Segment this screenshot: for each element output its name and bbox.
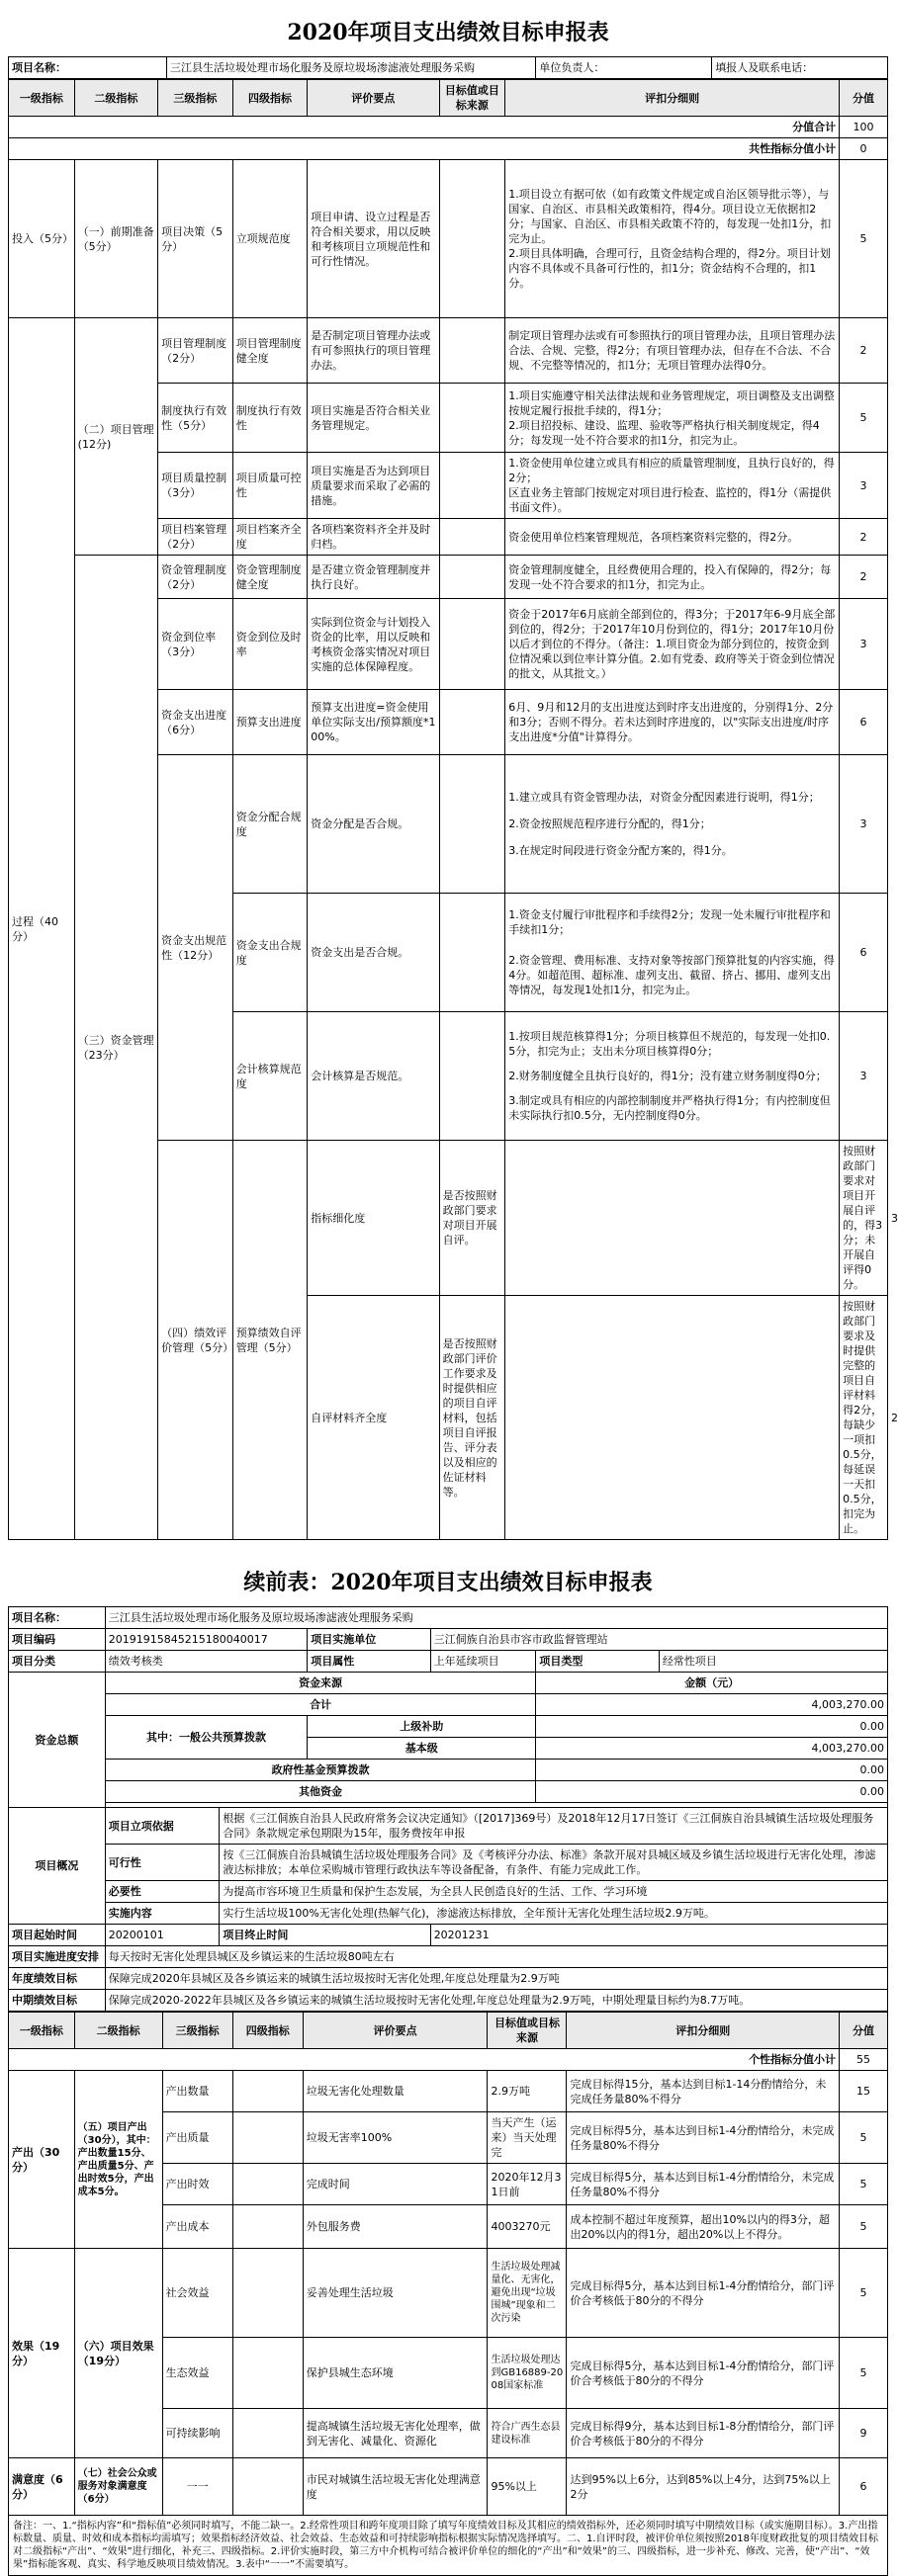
score-cell: 5 [840,2338,888,2409]
l2-effect: （六）项目效果（19分） [74,2249,162,2458]
rules-cell: 完成目标得5分，基本达到目标1-4分酌情给分，部门评价合考核低于80分的不得分 [567,2338,840,2409]
target-cell [439,556,505,599]
rule-line: 3.在规定时间段进行资金分配方案的，得1分。 [508,837,836,864]
header-cell: 分值 [840,2013,888,2049]
unit-head-label: 单位负责人： [536,57,712,79]
funds-row-label: 基本级 [308,1738,536,1760]
target-cell [439,384,505,453]
score-cell: 5 [840,2205,888,2249]
funds-row-label: 其他资金 [105,1781,536,1803]
score-cell: 2 [840,318,888,384]
l3-cell: 社会效益 [162,2249,232,2338]
target-cell: 4003270元 [488,2205,567,2249]
score-cell: 3 [840,1012,888,1141]
annual-label: 年度绩效目标 [9,1968,106,1990]
category-label: 项目分类 [9,1651,106,1673]
eval-point: 项目实施是否为达到项目质量要求而采取了必需的措施。 [308,453,439,519]
funds-row-label: 政府性基金预算拨款 [105,1760,536,1781]
funds-row-value: 0.00 [536,1781,888,1803]
target-cell [439,755,505,894]
funds-row-label: 上级补助 [308,1716,536,1738]
eval-point: 资金分配是否合规。 [308,755,439,894]
indicator-table [8,79,888,1540]
rules-cell: 完成目标得9分，基本达到目标1-8分酌情给分，部门评价合考核低于80分的不得分 [567,2409,840,2458]
rules-cell: 1.资金使用单位建立或具有相应的质量管理制度，且执行良好的，得2分； 区直业务主管部门按规定对项目进行检查、监控的，得1分（需提供书面文件）。 [505,453,840,519]
l3-cell: 项目管理制度（2分） [158,318,233,384]
common-score-label: 共性指标分值小计 [9,138,840,160]
l4-cell: 自评材料齐全度 [308,1296,439,1540]
header-cell: 评扣分细则 [567,2013,840,2049]
eval-point: 是否按照财政部门要求对项目开展自评。 [439,1141,505,1296]
project-name: 三江县生活垃圾处理市场化服务及原垃圾场渗滤液处理服务采购 [167,57,536,79]
score-cell: 6 [840,690,888,755]
overview-label: 项目概况 [9,1808,106,1925]
p2-project-name: 三江县生活垃圾处理市场化服务及原垃圾场渗滤液处理服务采购 [105,1607,887,1629]
target-cell [439,690,505,755]
score-cell: 5 [840,2164,888,2205]
rules-cell: 1.项目实施遵守相关法律法规和业务管理规定，项目调整及支出调整按规定履行报批手续的，得1分； 2.项目招投标、建设、监理、验收等严格执行相关制度规定，得4分；每发现一处不符合要求的扣1分，扣完为止。 [505,384,840,453]
meta-table [8,56,888,79]
rules-cell: 按照财政部门要求及时提供完整的项目自评材料得2分，每缺少一项扣0.5分，每延误一天扣0.5分，扣完为止。 [840,1296,888,1540]
eval-point: 会计核算是否规范。 [308,1012,439,1141]
header-cell: 评价要点 [308,80,439,117]
rules-cell: 成本控制不超过年度预算，超出10%以内的得3分，超出20%以内的得1分，超出20%以上不得分。 [567,2205,840,2249]
l4-cell [232,2205,303,2249]
type-label: 项目类型 [536,1651,659,1673]
rule-line: 2.资金管理、费用标准、支持对象等按部门预算批复的内容实施，得4分。如超范围、超标准、虚列支出、截留、挤占、挪用、虚列支出等情况，每发现1处扣1分，扣完为止。 [508,945,836,1005]
score-cell: 3 [840,453,888,519]
eval-point: 外包服务费 [303,2205,488,2249]
target-cell [439,453,505,519]
project-info-table [8,1606,888,2012]
attr-label: 项目属性 [308,1651,430,1673]
eval-point: 各项档案资料齐全并及时归档。 [308,519,439,556]
rules-cell [505,755,840,894]
l4-cell: 资金管理制度健全度 [232,556,308,599]
header-cell: 分值 [840,80,888,117]
overview-row-label: 项目立项依据 [105,1808,220,1845]
score-cell: 3 [840,755,888,894]
overview-row-value: 实行生活垃圾100%无害化处理(热解气化)，渗滤液达标排放，全年预计无害化处理生活垃圾2.9万吨。 [220,1903,888,1925]
l2-fund: （三）资金管理（23分） [74,556,157,1540]
target-cell: 生活垃圾处理减量化、无害化，避免出现“垃圾围城”现象和二次污染 [488,2249,567,2338]
header-cell: 二级指标 [74,80,157,117]
score-cell: 5 [840,2249,888,2338]
eval-point: 是否制定项目管理办法或有可参照执行的项目管理办法。 [308,318,439,384]
l4-cell [232,2338,303,2409]
target-cell [505,1141,840,1296]
l4-cell: 资金分配合规度 [232,755,308,894]
l3-cell: 产出质量 [162,2112,232,2164]
l4-cell: 项目档案齐全度 [232,519,308,556]
target-cell [439,318,505,384]
l2-prep: （一）前期准备（5分） [74,160,157,318]
score-cell: 2 [840,556,888,599]
score-cell: 9 [840,2409,888,2458]
rule-line: 1.建立或具有资金管理办法，对资金分配因素进行说明，得1分； [508,784,836,811]
header-cell: 三级指标 [158,80,233,117]
l4-cell: 资金支出合规度 [232,894,308,1012]
l3-cell: 资金管理制度（2分） [158,556,233,599]
l1-process: 过程（40分） [9,318,75,1540]
target-cell: 当天产生（运来）当天处理完 [488,2112,567,2164]
page [8,0,888,2576]
personal-indicator-table [8,2012,888,2516]
eval-point: 保护县城生态环境 [303,2338,488,2409]
project-attr: 上年延续项目 [430,1651,536,1673]
l1-invest: 投入（5分） [9,160,75,318]
l3-decision: 项目决策（5分） [158,160,233,318]
target-cell: 2.9万吨 [488,2071,567,2112]
l2-output: （五）项目产出（30分），其中：产出数量15分、产出质量5分、产出时效5分，产出成本5分。 [74,2071,162,2249]
l3-spend: 资金支出规范性（12分） [158,755,233,1141]
target-cell: 95%以上 [488,2458,567,2516]
target-cell [439,1012,505,1141]
rules-cell [505,1012,840,1141]
target-cell [439,160,505,318]
filler-label: 填报人及联系电话： [712,57,888,79]
score-cell: 5 [840,2112,888,2164]
eval-point: 妥善处理生活垃圾 [303,2249,488,2338]
rule-line: 1.按项目规范核算得1分；分项目核算但不规范的，每发现一处扣0.5分，扣完为止；支出未分项目核算得0分； [508,1024,836,1064]
target-cell [439,519,505,556]
end-date: 20201231 [430,1925,887,1946]
rules-cell: 按照财政部门要求对项目开展自评的，得3分；未开展自评得0分。 [840,1141,888,1296]
eval-point: 实际到位资金与计划投入资金的比率，用以反映和考核资金落实情况对项目实施的总体保障程度。 [308,599,439,690]
l3-cell: 生态效益 [162,2338,232,2409]
header-cell: 评价要点 [303,2013,488,2049]
l3-cell: 产出成本 [162,2205,232,2249]
overview-row-label: 实施内容 [105,1903,220,1925]
midterm-label: 中期绩效目标 [9,1990,106,2012]
midterm-value: 保障完成2020-2022年县城区及各乡镇运来的城镇生活垃圾按时无害化处理,年度总处理量为2.9万吨，中期处理量目标约为8.7万吨。 [105,1990,887,2012]
funds-row-label: 合计 [105,1694,536,1716]
header-cell: 目标值或目标来源 [488,2013,567,2049]
target-cell [439,599,505,690]
rules-cell: 完成目标得5分，基本达到目标1-4分酌情给分，部门评价合考核低于80分的不得分 [567,2249,840,2338]
l3-cell: 产出时效 [162,2164,232,2205]
header-cell: 评扣分细则 [505,80,840,117]
eval-point: 完成时间 [303,2164,488,2205]
eval-point: 项目申请、设立过程是否符合相关要求，用以反映和考核项目立项规范性和可行性情况。 [308,160,439,318]
l4-standard: 立项规范度 [232,160,308,318]
l4-cell: 会计核算规范度 [232,1012,308,1141]
rules-cell [505,894,840,1012]
header-cell: 四级指标 [232,80,308,117]
target-cell [505,1296,840,1540]
l3-cell: 制度执行有效性（5分） [158,384,233,453]
end-label: 项目终止时间 [220,1925,430,1946]
l4-cell: 预算支出进度 [232,690,308,755]
eval-point: 预算支出进度=资金使用单位实际支出/预算额度*100%。 [308,690,439,755]
project-code: 20191915845215180040017 [105,1629,307,1651]
eval-point: 是否建立资金管理制度并执行良好。 [308,556,439,599]
eval-point: 提高城镇生活垃圾无害化处理率，做到无害化、减量化、资源化 [303,2409,488,2458]
header-cell: 一级指标 [9,2013,75,2049]
target-cell: 生活垃圾处理达到GB16889-2008国家标准 [488,2338,567,2409]
header-cell: 二级指标 [74,2013,162,2049]
l4-cell: 制度执行有效性 [232,384,308,453]
rules-cell: 6月、9月和12月的支出进度达到时序支出进度的，分别得1分、2分和3分；否则不得分。若未达到时序进度的，以"实际支出进度/时序支出进度*分值"计算得分。 [505,690,840,755]
rules-cell: 完成目标得5分，基本达到目标1-4分酌情给分，未完成任务量80%不得分 [567,2112,840,2164]
header-row [9,80,888,117]
score-cell: 6 [840,894,888,1012]
funds-label: 资金总额 [9,1673,106,1808]
l2-mgmt: （二）项目管理(12分) [74,318,157,556]
rules-cell: 资金使用单位档案管理规范，各项档案资料完整的，得2分。 [505,519,840,556]
eval-point: 市民对城镇生活垃圾无害化处理满意度 [303,2458,488,2516]
header-cell: 三级指标 [162,2013,232,2049]
l4-cell [232,2164,303,2205]
l4-cell [232,2249,303,2338]
eval-point: 是否按照财政部门评价工作要求及时提供相应的项目自评材料，包括项目自评报告、评分表以及相应的佐证材料等。 [439,1296,505,1540]
project-name-label: 项目名称： [9,57,167,79]
rules-cell: 资金于2017年6月底前全部到位的，得3分；于2017年6-9月底全部到位的，得2分；于2017年10月份到位的，得1分；2017年10月份以后才到位的不得分。（备注：1.项目资金为部分到位的，按资金到位情况乘以到位率计算分值。2.如有党委、政府等关于资金到位情况的批文，从其批文。） [505,599,840,690]
overview-row-value: 为提高市容环境卫生质量和保护生态发展，为全县人民创造良好的生活、工作、学习环境 [220,1881,888,1903]
plan-label: 项目实施进度安排 [9,1946,106,1968]
header-cell: 目标值或目标来源 [439,80,505,117]
l3-cell: 资金支出进度（6分） [158,690,233,755]
continued-title: 续前表：2020年项目支出绩效目标申报表 [8,1566,888,1596]
funds-row-value: 4,003,270.00 [536,1738,888,1760]
l4-cell: 指标细化度 [308,1141,439,1296]
rule-line: 3.制定或具有相应的内部控制制度并严格执行得1分；有内控制度但未实际执行扣0.5分，无内控制度得0分。 [508,1088,836,1128]
l3-cell: 一一 [162,2458,232,2516]
rule-line: 2.资金按照规范程序进行分配的，得1分； [508,811,836,837]
l2-eval: （四）绩效评价管理（5分） [158,1141,233,1540]
l4-cell: 项目质量可控性 [232,453,308,519]
l3-cell: 产出数量 [162,2071,232,2112]
footnote: 备注：一、1.“指标内容”和“指标值”必须同时填写，不能二缺一。2.经常性项目和跨年度项目除了填写年度绩效目标及其相应的绩效指标外，还必须同时填写中期绩效目标（或实施期目标）。3.产出指标数量、质量、时效和成本指标均需填写；效果指标经济效益、社会效益、生态效益和可持续影响指标根据实际情况选择填写。二、1.自评时段，被评价单位须按照2018年度财政批复的项目绩效目标对二级指标“产出”、“效果”进行细化，补充三、四级指标。2.评价实施时段，第三方中介机构可结合被评价单位的细化的“产出”和“效果”的三、四级指标，进一步补充、修改、完善，使“产出”、“效果”指标能客观、真实、科学地反映项目绩效情况。3.表中“一一”不需要填写。 [8,2516,888,2576]
l1-effect: 效果（19分） [9,2249,75,2458]
overview-row-label: 必要性 [105,1881,220,1903]
l3-cell: 资金到位率（3分） [158,599,233,690]
common-score-value: 0 [840,138,888,160]
l2-satisfaction: （七）社会公众或服务对象满意度（6分） [74,2458,162,2516]
total-score-value: 100 [840,117,888,138]
l3-eval: 预算绩效自评管理（5分） [232,1141,308,1540]
l3-cell: 可持续影响 [162,2409,232,2458]
target-cell [439,894,505,1012]
eval-point: 垃圾无害化处理数量 [303,2071,488,2112]
overview-row-value: 按《三江侗族自治县城镇生活垃圾处理服务合同》及《考核评分办法、标准》条款开展对县城区域及乡镇生活垃圾进行无害化处理，渗滤液达标排放；本单位采购城市管理行政执法车等设备配备，有条件、有能力完成此工作。 [220,1845,888,1881]
l3-cell: 项目质量控制（3分） [158,453,233,519]
rules-cell: 资金管理制度健全，且经费使用合理的，投入有保障的，得2分；每发现一处不符合要求的扣1分，扣完为止。 [505,556,840,599]
score-cell: 5 [840,160,888,318]
subtotal-label: 个性指标分值小计 [9,2049,840,2071]
score-cell: 3 [840,599,888,690]
rules-cell: 完成目标得15分，基本达到目标1-14分酌情给分，未完成任务量80%不得分 [567,2071,840,2112]
l1-output: 产出（30分） [9,2071,75,2249]
l4-cell [232,2458,303,2516]
start-label: 项目起始时间 [9,1925,106,1946]
form-title: 2020年项目支出绩效目标申报表 [8,16,888,46]
eval-point: 资金支出是否合规。 [308,894,439,1012]
funds-row-value: 0.00 [536,1760,888,1781]
l1-satisfaction: 满意度（6分） [9,2458,75,2516]
header-cell: 四级指标 [232,2013,303,2049]
target-cell: 2020年12月31日前 [488,2164,567,2205]
project-type: 经常性项目 [659,1651,887,1673]
plan-value: 每天按时无害化处理县城区及乡镇运来的生活垃圾80吨左右 [105,1946,887,1968]
rules-cell: 1.项目设立有据可依（如有政策文件规定或自治区领导批示等），与国家、自治区、市县相关政策相符，得4分。项目设立无依据扣2分；与国家、自治区、市县相关政策不符的，每发现一处扣1分，扣完为止。 2.项目具体明确，合理可行，且资金结构合理的，得2分。项目计划内容不具体或不具备可行性的，扣1分；资金结构不合理的，扣1分。 [505,160,840,318]
funds-row-value: 4,003,270.00 [536,1694,888,1716]
header-cell: 一级指标 [9,80,75,117]
eval-point: 垃圾无害率100% [303,2112,488,2164]
rule-line: 2.财务制度健全且执行良好的，得1分；没有建立财务制度得0分； [508,1064,836,1088]
impl-unit-label: 项目实施单位 [308,1629,430,1651]
eval-point: 项目实施是否符合相关业务管理规定。 [308,384,439,453]
total-score-label: 分值合计 [9,117,840,138]
score-cell: 5 [840,384,888,453]
code-label: 项目编码 [9,1629,106,1651]
score-cell: 15 [840,2071,888,2112]
funds-row-value: 0.00 [536,1716,888,1738]
l4-cell: 资金到位及时率 [232,599,308,690]
subtotal-value: 55 [840,2049,888,2071]
annual-value: 保障完成2020年县城区及各乡镇运来的城镇生活垃圾按时无害化处理,年度总处理量为2.9万吨 [105,1968,887,1990]
p2-project-name-label: 项目名称： [9,1607,106,1629]
impl-unit: 三江侗族自治县市容市政监督管理站 [430,1629,887,1651]
overview-row-value: 根据《三江侗族自治县人民政府常务会议决定通知》（[2017]369号）及2018年12月17日签订《三江侗族自治县城镇生活垃圾处理服务合同》条款规定承包期限为15年，服务费按年申报 [220,1808,888,1845]
rules-cell: 达到95%以上6分，达到85%以上4分，达到75%以上2分 [567,2458,840,2516]
funds-amount-header: 金额（元） [536,1673,888,1694]
l4-cell [232,2071,303,2112]
funds-general-label: 其中：一般公共预算拨款 [105,1716,307,1760]
start-date: 20200101 [105,1925,220,1946]
rule-line: 1.资金支付履行审批程序和手续得2分；发现一处未履行审批程序和手续扣1分； [508,900,836,945]
l4-cell [232,2112,303,2164]
l3-cell: 项目档案管理（2分） [158,519,233,556]
rules-cell: 制定项目管理办法或有可参照执行的项目管理办法，且项目管理办法合法、合规、完整，得2分；有项目管理办法，但存在不合法、不合规、不完整等情况的，扣1分；无项目管理办法得0分。 [505,318,840,384]
score-cell: 6 [840,2458,888,2516]
l4-cell: 项目管理制度健全度 [232,318,308,384]
project-category: 绩效考核类 [105,1651,307,1673]
rules-cell: 完成目标得5分，基本达到目标1-4分酌情给分，未完成任务量80%不得分 [567,2164,840,2205]
l4-cell [232,2409,303,2458]
funds-source-header: 资金来源 [105,1673,536,1694]
target-cell: 符合广西生态县建设标准 [488,2409,567,2458]
overview-row-label: 可行性 [105,1845,220,1881]
score-cell: 2 [840,519,888,556]
header-row [9,2013,888,2049]
